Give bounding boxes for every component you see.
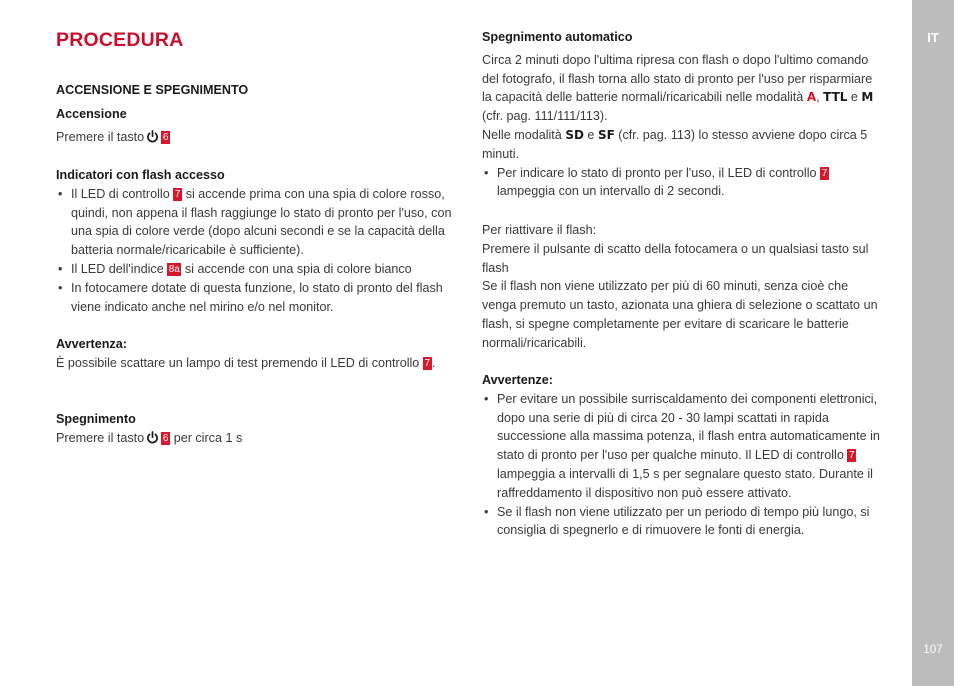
indicatori-heading: Indicatori con flash accesso [56,168,225,182]
accensione-heading: Accensione [56,107,127,121]
ref-badge: 7 [849,450,855,462]
riattivare-label: Per riattivare il flash: [482,223,597,237]
spegnimento-automatico-block [482,28,884,201]
language-sidebar [912,0,954,686]
power-icon [146,130,159,143]
ref-badge: 7 [424,357,431,369]
power-icon [146,431,159,444]
list-item: • Per indicare lo stato di pronto per l'uso, il LED di controllo 7 lampeggia con un intervallo di 2 secondi. [482,164,884,202]
avvertenze-heading: Avvertenze: [482,373,553,387]
accensione-text: Premere il tasto 6 [56,129,169,144]
avvertenza-block [56,335,456,373]
riattivare-block [482,221,884,353]
language-tab: IT [927,30,939,45]
ref-badge: 7 [174,188,181,200]
mode-ttl: TTL [823,90,848,105]
list-item: • Il LED dell'indice 8a si accende con una spia di colore bianco [56,260,456,279]
spegnimento-text: Premere il tasto 6 per circa 1 s [56,430,243,445]
ref-badge: 7 [821,167,828,179]
list-item: • Se il flash non viene utilizzato per un periodo di tempo più lungo, si consiglia di spegnerlo e di rimuovere le fonti di energia. [482,503,884,541]
ref-badge: 8a [168,263,180,275]
mode-m: M [861,90,874,105]
accensione-block [56,105,456,147]
riattivare-line-3: Se il flash non viene utilizzato per più di 60 minuti, senza cioè che venga premuto un tasto, azionata una ghiera di selezione o scattato un flash, si spegne completamente per evitare di scaricare le batterie normali/ricaricabili. [482,279,878,350]
page-number: 107 [923,644,943,656]
ref-badge: 6 [162,131,169,143]
list-item: • Per evitare un possibile surriscaldamento dei componenti elettronici, dopo una serie di più di circa 20 - 30 lampi scattati in rapida successione alla massima potenza, il flash entra automaticamente in stato di pronto per l'uso per qualche minuto. Il LED di controllo 7 lampeggia a intervalli di 1,5 s per segnalare questo stato. Durante il raffreddamento il dispositivo non può essere attivato. [482,390,884,503]
auto-list [482,164,884,202]
page-title: PROCEDURA [56,29,184,51]
spegnimento-block [56,410,456,448]
auto-paragraph-2: Nelle modalità SD e SF (cfr. pag. 113) lo stesso avviene dopo circa 5 minuti. [482,127,868,161]
ref-badge: 6 [162,432,169,444]
section-title: ACCENSIONE E SPEGNIMENTO [56,83,249,97]
list-item: • Il LED di controllo 7 si accende prima con una spia di colore rosso, quindi, non appena il flash raggiunge lo stato di pronto per l'uso, con una spia di colore verde (dopo alcuni secondi e se la capacità della batteria normale/ricaricabile è sufficiente). [56,185,456,260]
riattivare-line-2: Premere il pulsante di scatto della fotocamera o un qualsiasi tasto sul flash [482,241,869,275]
auto-paragraph-1: Circa 2 minuti dopo l'ultima ripresa con flash o dopo l'ultimo comando del fotografo, il flash torna allo stato di pronto per l'uso per risparmiare la capacità delle batterie normali/ricaricabili nelle modalità A, TTL e M (cfr. pag. 111/111/113). [482,52,874,124]
indicatori-block [56,166,456,316]
mode-sd: SD [565,127,584,142]
spegnimento-heading: Spegnimento [56,412,136,426]
mode-sf: SF [597,127,615,142]
avvertenze-block [482,371,884,540]
list-item: • In fotocamere dotate di questa funzione, lo stato di pronto del flash viene indicato anche nel mirino e/o nel monitor. [56,279,456,317]
indicatori-list [56,185,456,317]
avvertenza-heading: Avvertenza: [56,337,127,351]
auto-heading: Spegnimento automatico [482,30,633,44]
avvertenze-list [482,390,884,540]
mode-a: A [806,90,817,105]
avvertenza-text: È possibile scattare un lampo di test premendo il LED di controllo 7 . [56,355,436,370]
